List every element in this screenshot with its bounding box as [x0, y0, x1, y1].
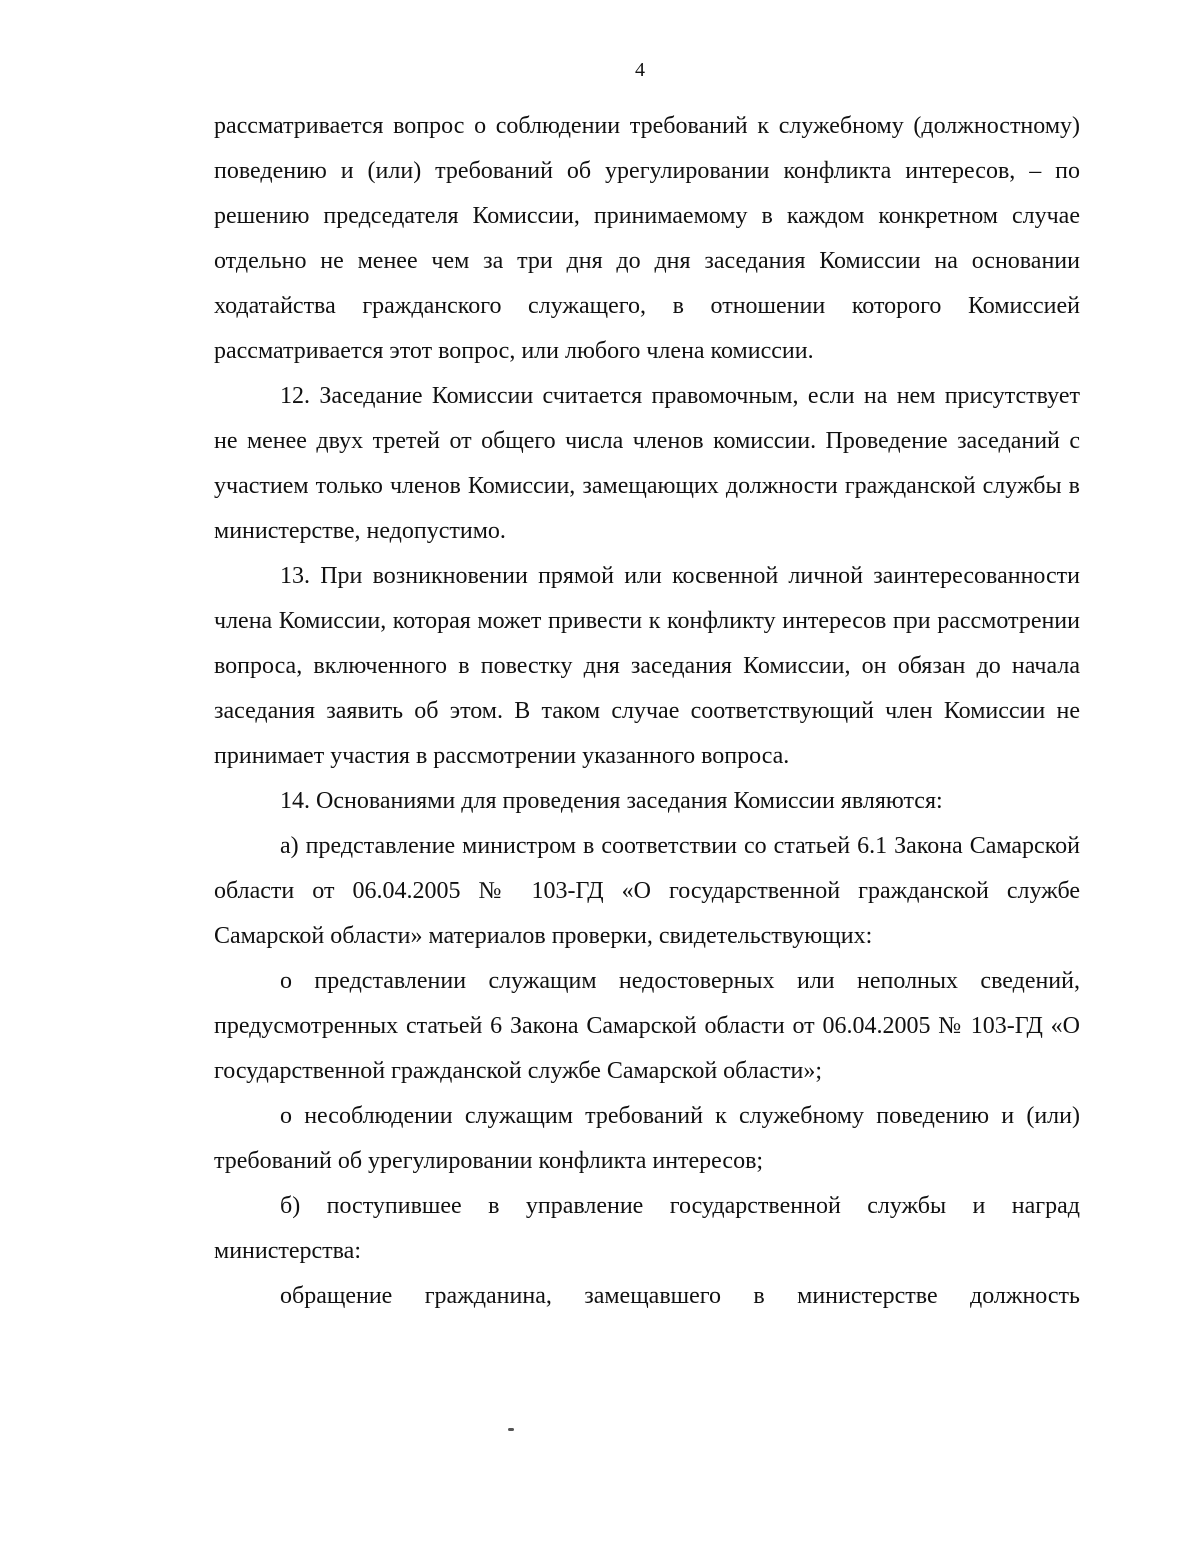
paragraph-14-a-item-2: о несоблюдении служащим требований к служебному поведению и (или) требований об урегулировании конфликта интересов;	[214, 1103, 1080, 1174]
paragraph-12: 12. Заседание Комиссии считается правомочным, если на нем присутствует не менее двух третей от общего числа членов комиссии. Проведение заседаний с участием только членов Комиссии, замещающих должности гражданской службы в министерстве, недопустимо.	[214, 383, 1080, 544]
document-body	[214, 104, 1080, 1319]
paragraph-continuation: рассматривается вопрос о соблюдении требований к служебному (должностному) поведению и (или) требований об урегулировании конфликта интересов, – по решению председателя Комиссии, принимаемому в каждом конкретном случае отдельно не менее чем за три дня до дня заседания Комиссии на основании ходатайства гражданского служащего, в отношении которого Комиссией рассматривается этот вопрос, или любого члена комиссии.	[214, 113, 1080, 364]
paragraph-14-a-item-1: о представлении служащим недостоверных или неполных сведений, предусмотренных статьей 6 Закона Самарской области от 06.04.2005 № 103-ГД «О государственной гражданской службе Самарской области»;	[214, 968, 1080, 1084]
paragraph-14-b-item-1: обращение гражданина, замещавшего в министерстве должность	[280, 1283, 1080, 1309]
paragraph-13: 13. При возникновении прямой или косвенной личной заинтересованности члена Комиссии, которая может привести к конфликту интересов при рассмотрении вопроса, включенного в повестку дня заседания Комиссии, он обязан до начала заседания заявить об этом. В таком случае соответствующий член Комиссии не принимает участия в рассмотрении указанного вопроса.	[214, 563, 1080, 769]
paragraph-14-a: а) представление министром в соответствии со статьей 6.1 Закона Самарской области от 06.04.2005 № 103-ГД «О государственной гражданской службе Самарской области» материалов проверки, свидетельствующих:	[214, 833, 1080, 949]
paragraph-14-b: б) поступившее в управление государственной службы и наград министерства:	[214, 1193, 1080, 1264]
page-number: 4	[635, 59, 645, 81]
scan-artifact	[508, 1428, 514, 1431]
paragraph-14: 14. Основаниями для проведения заседания Комиссии являются:	[280, 788, 943, 814]
